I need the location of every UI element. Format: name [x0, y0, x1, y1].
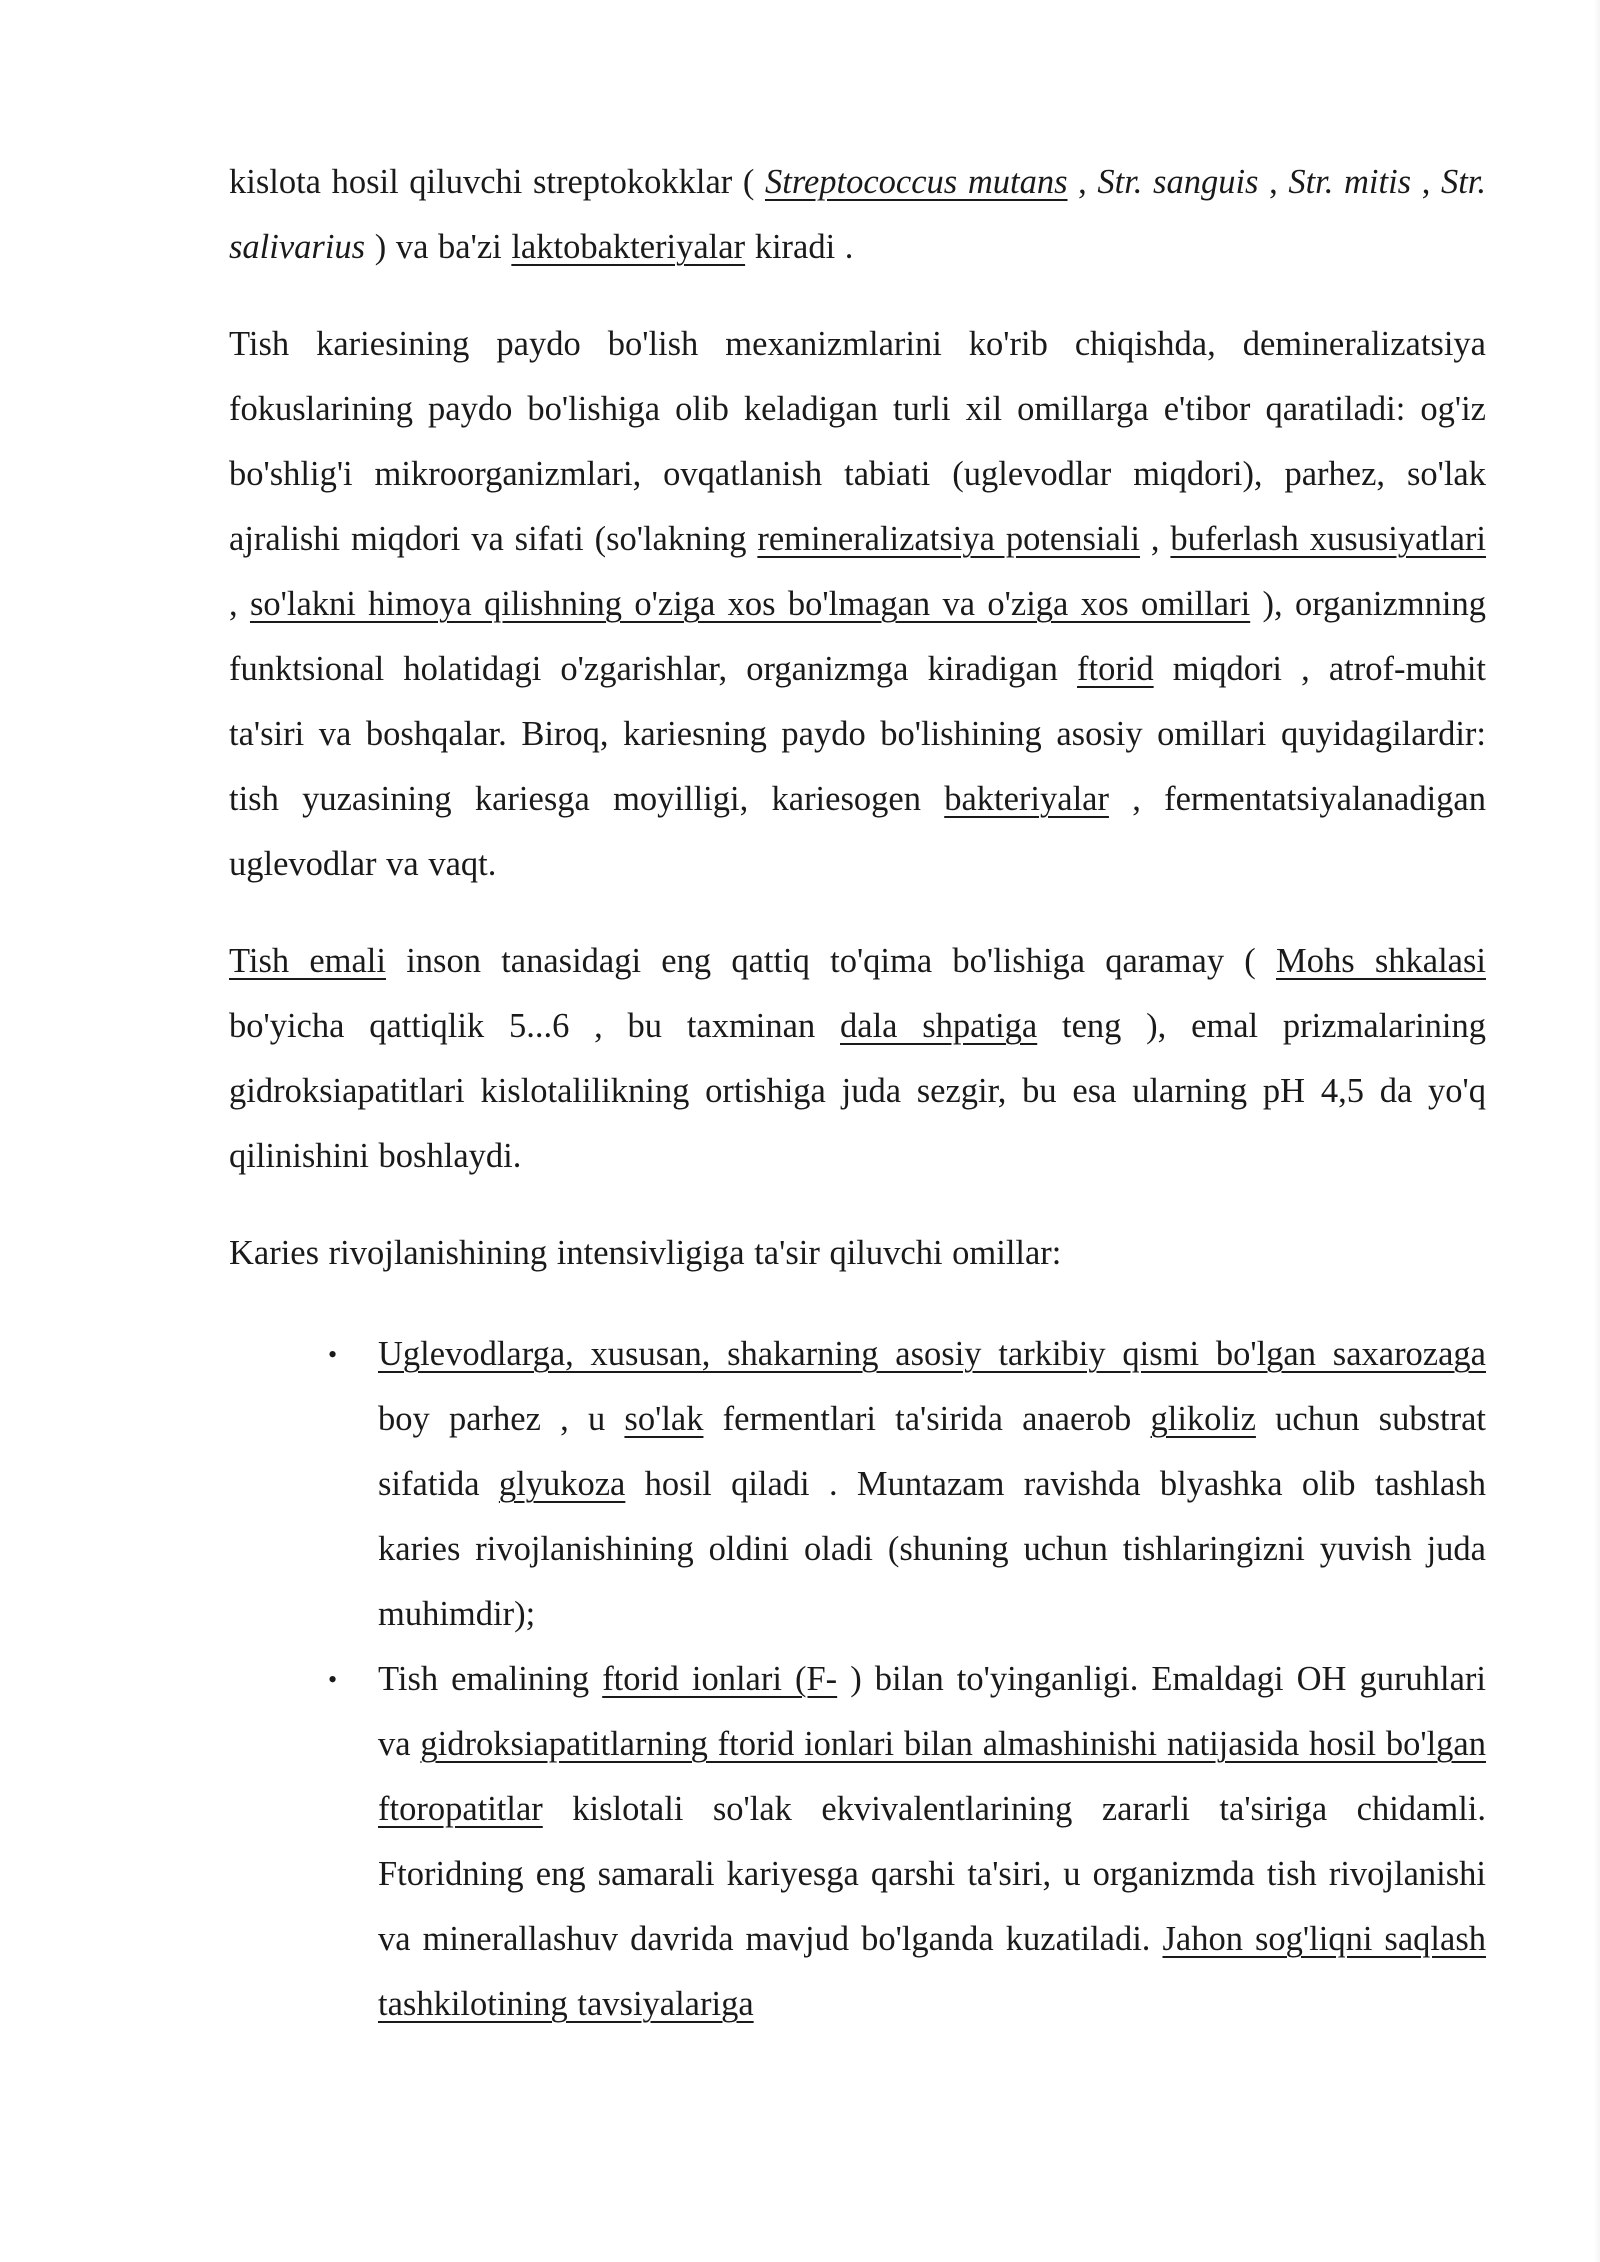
page-edge-shadow: [1594, 0, 1600, 2262]
paragraph-tooth-enamel: [229, 929, 1486, 1189]
text: ) bilan to'yinganligi. Emaldagi OH guruhlari va: [378, 1660, 1486, 1763]
species-name: Str. salivarius: [229, 163, 1486, 266]
link-remineralizatsiya-potensiali[interactable]: remineralizatsiya potensiali: [757, 520, 1140, 558]
link-glikoliz[interactable]: glikoliz: [1150, 1400, 1256, 1438]
text: boy parhez , u: [378, 1400, 625, 1438]
text: ) va ba'zi: [365, 228, 512, 266]
text: ,: [1258, 163, 1289, 201]
text: Tish emalining: [378, 1660, 603, 1698]
factors-list: [229, 1322, 1486, 2037]
text: teng ), emal prizmalarining gidroksiapatitlari kislotalilikning ortishiga juda sezgir, bu esa ularning pH 4,5 da yo'q qilinishini boshlaydi.: [229, 1007, 1486, 1175]
text: Tish kariesining paydo bo'lish mexanizmlarini ko'rib chiqishda, demineralizatsiya fokuslarining paydo bo'lishiga olib keladigan turli xil omillarga e'tibor qaratiladi: og'iz bo'shlig'i mikroorganizmlari, ovqatlanish tabiati (uglevodlar miqdori), parhez, so'lak ajralishi miqdori va sifati (so'lakning: [229, 325, 1486, 558]
link-tish-emali[interactable]: Tish emali: [229, 942, 386, 980]
species-name: Str. mitis: [1288, 163, 1412, 201]
text: kislota hosil qiluvchi streptokokklar (: [229, 163, 765, 201]
text: kislotali so'lak ekvivalentlarining zararli ta'siriga chidamli. Ftoridning eng samarali kariyesga qarshi ta'siri, u organizmda tish rivojlanishi va minerallashuv davrida mavjud bo'lganda kuzatiladi.: [378, 1790, 1486, 1958]
text: kiradi .: [745, 228, 854, 266]
text: ), organizmning funktsional holatidagi o'zgarishlar, organizmga kiradigan: [229, 585, 1486, 688]
link-solak-himoya-omillari[interactable]: so'lakni himoya qilishning o'ziga xos bo'lmagan va o'ziga xos omillari: [249, 585, 1251, 623]
text: bo'yicha qattiqlik 5...6 , bu taxminan: [229, 1007, 840, 1045]
link-laktobakteriyalar[interactable]: laktobakteriyalar: [511, 228, 746, 266]
species-name: Str. sanguis: [1097, 163, 1259, 201]
link-ftorid-ionlari[interactable]: ftorid ionlari (F-: [602, 1660, 838, 1698]
link-uglevodlar-saxaroza[interactable]: Uglevodlarga, xususan, shakarning asosiy tarkibiy qismi bo'lgan saxarozaga: [378, 1335, 1486, 1373]
text: Karies rivojlanishining intensivligiga ta'sir qiluvchi omillar:: [229, 1234, 1062, 1272]
text: ,: [1067, 163, 1098, 201]
link-jssst-tavsiyalari[interactable]: Jahon sog'liqni saqlash tashkilotining tavsiyalariga: [378, 1920, 1486, 2023]
link-buferlash-xususiyatlari[interactable]: buferlash xususiyatlari: [1170, 520, 1487, 558]
list-item: [328, 1322, 1487, 1647]
link-glyukoza[interactable]: glyukoza: [498, 1465, 626, 1503]
paragraph-factors-heading: [229, 1221, 1486, 1286]
text: , fermentatsiyalanadigan uglevodlar va vaqt.: [229, 780, 1486, 883]
text: hosil qiladi . Muntazam ravishda blyashka olib tashlash karies rivojlanishining oldini oladi (shuning uchun tishlaringizni yuvish juda muhimdir);: [378, 1465, 1487, 1633]
link-mohs-shkalasi[interactable]: Mohs shkalasi: [1276, 942, 1486, 980]
bullet-icon: •: [328, 1665, 338, 1694]
paragraph-caries-mechanisms: [229, 312, 1486, 897]
link-ftoropatitlar[interactable]: gidroksiapatitlarning ftorid ionlari bilan almashinishi natijasida hosil bo'lgan ftoropatitlar: [378, 1725, 1486, 1828]
text: ,: [1139, 520, 1171, 558]
text: inson tanasidagi eng qattiq to'qima bo'lishiga qaramay (: [385, 942, 1277, 980]
link-solak[interactable]: so'lak: [624, 1400, 704, 1438]
link-dala-shpati[interactable]: dala shpatiga: [840, 1007, 1038, 1045]
text: uchun substrat sifatida: [378, 1400, 1486, 1503]
document-page: [229, 150, 1486, 2037]
bullet-icon: •: [328, 1340, 338, 1369]
link-streptococcus-mutans[interactable]: Streptococcus mutans: [764, 163, 1068, 201]
text: fermentlari ta'sirida anaerob: [703, 1400, 1151, 1438]
text: miqdori , atrof-muhit ta'siri va boshqalar. Biroq, kariesning paydo bo'lishining asosiy omillari quyidagilardir: tish yuzasining kariesga moyilligi, kariesogen: [229, 650, 1486, 818]
paragraph-streptococci: [229, 150, 1486, 280]
text: ,: [229, 585, 250, 623]
link-bakteriyalar[interactable]: bakteriyalar: [944, 780, 1109, 818]
text: ,: [1411, 163, 1441, 201]
list-item: [328, 1647, 1486, 2037]
link-ftorid[interactable]: ftorid: [1077, 650, 1154, 688]
